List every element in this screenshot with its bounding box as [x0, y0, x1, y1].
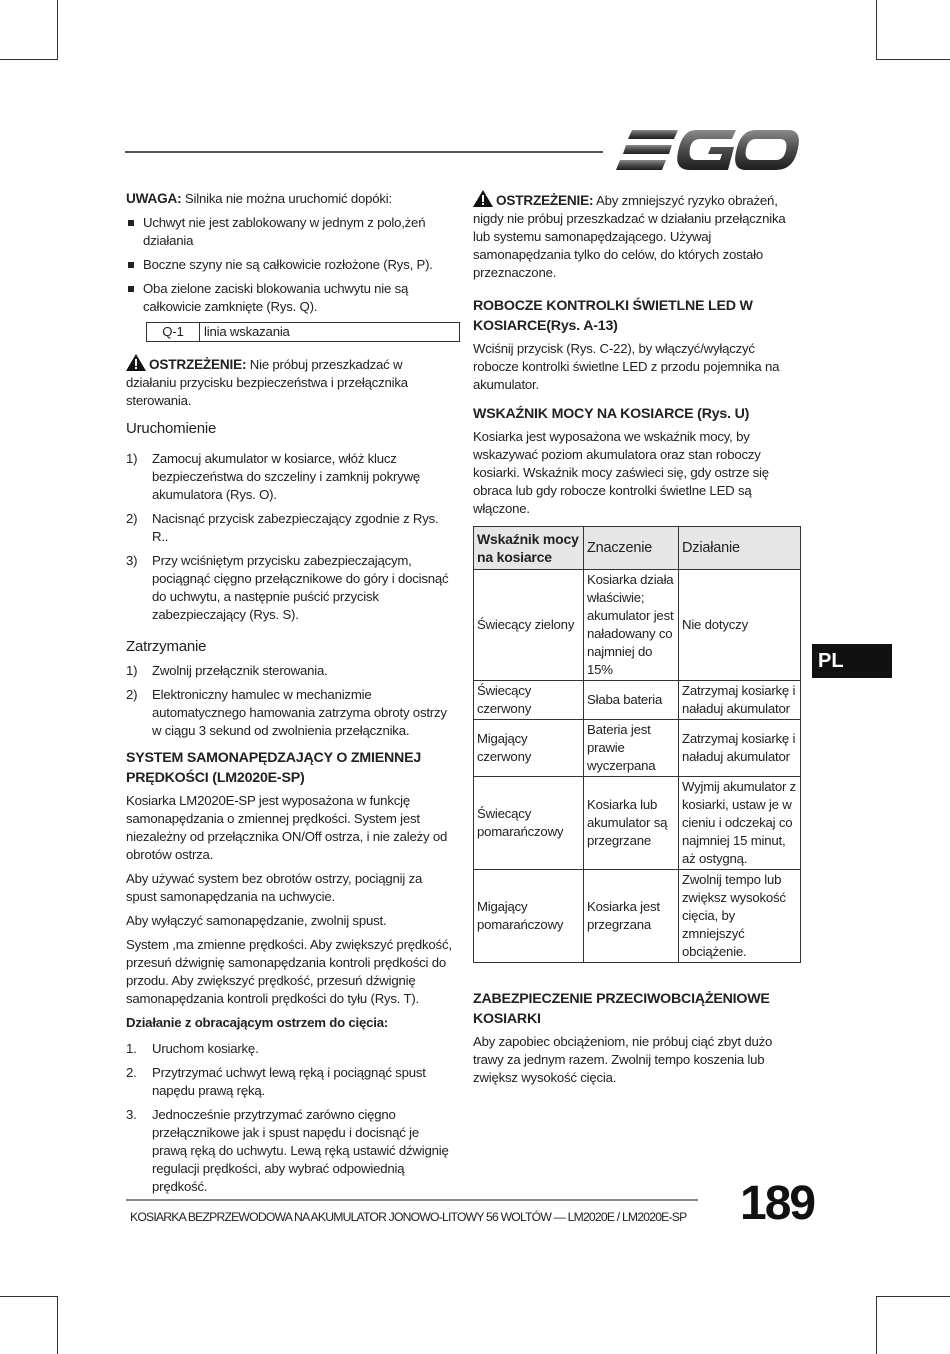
warning-label: OSTRZEŻENIE: [149, 357, 247, 372]
step-number: 1) [126, 663, 138, 678]
left-column [126, 190, 454, 1204]
body-paragraph: Kosiarka LM2020E-SP jest wyposażona w funkcję samonapędzania o zmiennej prędkości. System jest niezależny od przełącznika ON/Off ostrza, i nie zależy od obrotów ostrza. [126, 793, 448, 862]
list-item [126, 214, 454, 250]
language-tab: PL [812, 644, 892, 678]
table-row [474, 681, 801, 720]
list-item [126, 1106, 454, 1196]
crop-mark [876, 0, 877, 60]
list-item [126, 280, 454, 316]
table-cell: Migający pomarańczowy [474, 870, 584, 963]
list-item [126, 552, 454, 624]
table-row [474, 777, 801, 870]
step-number: 1) [126, 451, 138, 466]
step-number: 2. [126, 1065, 137, 1080]
table-header-cell: Wskaźnik mocy na kosiarce [474, 527, 584, 570]
overload-heading: ZABEZPIECZENIE PRZECIWOBCIĄŻENIOWE KOSIARKI [473, 991, 770, 1027]
warning-paragraph [473, 190, 801, 282]
body-paragraph: System ,ma zmienne prędkości. Aby zwiększyć prędkość, przesuń dźwignię samonapędzania kontroli prędkości do przodu. Aby zwiększyć prędkość, przesuń dźwignię samonapędzania kontroli prędkości do tyłu (Rys. T). [126, 937, 452, 1006]
list-item [126, 256, 454, 274]
warning-text: Nie próbuj przeszkadzać w działaniu przycisku bezpieczeństwa i przełącznika sterowania. [126, 357, 408, 408]
list-item [126, 662, 454, 680]
crop-mark [876, 59, 950, 60]
table-cell: Świecący pomarańczowy [474, 777, 584, 870]
power-indicator-heading: WSKAŹNIK MOCY NA KOSIARCE (Rys. U) [473, 406, 750, 422]
warning-text: Aby zmniejszyć ryzyko obrażeń, nigdy nie próbuj przeszkadzać w działaniu przełącznika lub systemu samonapędzającego. Używaj samonapędzania tylko do celów, do których zostało przeznaczone. [473, 193, 786, 280]
list-item [126, 1064, 454, 1100]
list-item [126, 1040, 454, 1058]
crop-mark [876, 1296, 950, 1297]
figure-reference-box [146, 322, 460, 342]
self-propelled-heading: SYSTEM SAMONAPĘDZAJĄCY O ZMIENNEJ PRĘDKOŚCI (LM2020E-SP) [126, 750, 422, 786]
table-row [474, 720, 801, 777]
step-number: 2) [126, 511, 138, 526]
body-paragraph: Aby używać system bez obrotów ostrzy, pociągnij za spust samonapędzania na uchwycie. [126, 871, 423, 904]
bullet-square-icon [128, 262, 134, 268]
crop-mark [0, 59, 58, 60]
table-row [474, 570, 801, 681]
step-text: Przy wciśniętym przycisku zabezpieczającym, pociągnąć cięgno przełącznikowe do góry i docisnąć do uchwytu, a następnie puścić przycisk zabezpieczający (Rys. S). [152, 553, 449, 622]
step-number: 1. [126, 1041, 137, 1056]
led-heading: ROBOCZE KONTROLKI ŚWIETLNE LED W KOSIARCE(Rys. A-13) [473, 298, 753, 334]
step-number: 3. [126, 1107, 137, 1122]
table-cell: Zatrzymaj kosiarkę i naładuj akumulator [679, 681, 801, 720]
body-paragraph: Kosiarka jest wyposażona we wskaźnik mocy, by wskazywać poziom akumulatora oraz stan roboczy kosiarki. Wskaźnik mocy zaświeci się, gdy ostrze się obraca lub gdy robocze kontrolki świetlne LED są włączone. [473, 429, 769, 516]
table-cell: Kosiarka jest przegrzana [584, 870, 679, 963]
list-item [126, 686, 454, 740]
crop-mark [57, 0, 58, 60]
uwaga-label: UWAGA: [126, 191, 182, 206]
crop-mark [876, 1296, 877, 1354]
table-cell: Zatrzymaj kosiarkę i naładuj akumulator [679, 720, 801, 777]
blade-heading: Działanie z obracającym ostrzem do cięcia: [126, 1015, 389, 1030]
bullet-square-icon [128, 286, 134, 292]
table-cell: Świecący zielony [474, 570, 584, 681]
power-indicator-table [473, 526, 801, 963]
list-item [126, 510, 454, 546]
table-header-cell: Znaczenie [584, 527, 679, 570]
step-text: Elektroniczny hamulec w mechanizmie automatycznego hamowania zatrzyma obroty ostrzy w ciągu 3 sekund od zwolnienia przełącznika. [152, 687, 447, 738]
table-header-cell: Działanie [679, 527, 801, 570]
warning-triangle-icon [126, 354, 146, 371]
uwaga-bullet-list [126, 214, 454, 316]
table-cell: Kosiarka lub akumulator są przegrzane [584, 777, 679, 870]
warning-label: OSTRZEŻENIE: [496, 193, 594, 208]
crop-mark [0, 1296, 58, 1297]
table-row [474, 870, 801, 963]
uwaga-paragraph [126, 190, 454, 208]
uwaga-text: Silnika nie można uruchomić dopóki: [181, 191, 392, 206]
list-item-text: Boczne szyny nie są całkowicie rozłożone (Rys, P). [143, 257, 433, 272]
list-item [126, 450, 454, 504]
step-number: 3) [126, 553, 138, 568]
stop-heading: Zatrzymanie [126, 638, 207, 655]
table-cell: Kosiarka działa właściwie; akumulator jest naładowany co najmniej do 15% [584, 570, 679, 681]
body-paragraph: Aby wyłączyć samonapędzanie, zwolnij spust. [126, 913, 387, 928]
figure-reference-key: Q-1 [147, 323, 200, 341]
table-header-row [474, 527, 801, 570]
step-text: Jednocześnie przytrzymać zarówno cięgno przełącznikowe jak i spust napędu i docisnąć je prawą ręką do uchwytu. Lewą ręką ustawić dźwignię regulacji prędkości, aby wybrać odpowiednią prędkość. [152, 1107, 449, 1194]
table-cell: Słaba bateria [584, 681, 679, 720]
body-paragraph: Aby zapobiec obciążeniom, nie próbuj ciąć zbyt dużo trawy za jednym razem. Zwolnij tempo koszenia lub zwiększ wysokość cięcia. [473, 1034, 773, 1085]
list-item-text: Uchwyt nie jest zablokowany w jednym z polo,żeń działania [143, 215, 426, 248]
ego-logo [616, 128, 800, 172]
figure-reference-value: linia wskazania [204, 324, 290, 339]
blade-steps [126, 1040, 454, 1196]
body-paragraph: Wciśnij przycisk (Rys. C-22), by włączyć/wyłączyć robocze kontrolki świetlne LED z przodu pojemnika na akumulator. [473, 341, 780, 392]
warning-triangle-icon [473, 190, 493, 207]
footer-rule [126, 1199, 698, 1201]
page-number: 189 [740, 1177, 815, 1230]
table-cell: Świecący czerwony [474, 681, 584, 720]
table-cell: Bateria jest prawie wyczerpana [584, 720, 679, 777]
crop-mark [57, 1296, 58, 1354]
footer-title: KOSIARKA BEZPRZEWODOWA NA AKUMULATOR JONOWO-LITOWY 56 WOLTÓW — LM2020E / LM2020E-SP [130, 1210, 687, 1224]
list-item-text: Oba zielone zaciski blokowania uchwytu nie są całkowicie zamknięte (Rys. Q). [143, 281, 409, 314]
start-steps [126, 450, 454, 624]
stop-steps [126, 662, 454, 740]
bullet-square-icon [128, 220, 134, 226]
step-text: Zamocuj akumulator w kosiarce, włóż klucz bezpieczeństwa do szczeliny i zamknij pokrywę akumulatora (Rys. O). [152, 451, 421, 502]
header-rule [125, 151, 603, 153]
right-column [473, 190, 801, 1093]
warning-paragraph [126, 354, 454, 410]
table-cell: Nie dotyczy [679, 570, 801, 681]
table-cell: Migający czerwony [474, 720, 584, 777]
step-text: Zwolnij przełącznik sterowania. [152, 663, 328, 678]
start-heading: Uruchomienie [126, 420, 217, 437]
step-number: 2) [126, 687, 138, 702]
table-cell: Wyjmij akumulator z kosiarki, ustaw je w cieniu i odczekaj co najmniej 15 minut, aż ostygną. [679, 777, 801, 870]
step-text: Nacisnąć przycisk zabezpieczający zgodnie z Rys. R.. [152, 511, 439, 544]
step-text: Przytrzymać uchwyt lewą ręką i pociągnąć spust napędu prawą ręką. [152, 1065, 426, 1098]
table-cell: Zwolnij tempo lub zwiększ wysokość cięcia, by zmniejszyć obciążenie. [679, 870, 801, 963]
step-text: Uruchom kosiarkę. [152, 1041, 259, 1056]
